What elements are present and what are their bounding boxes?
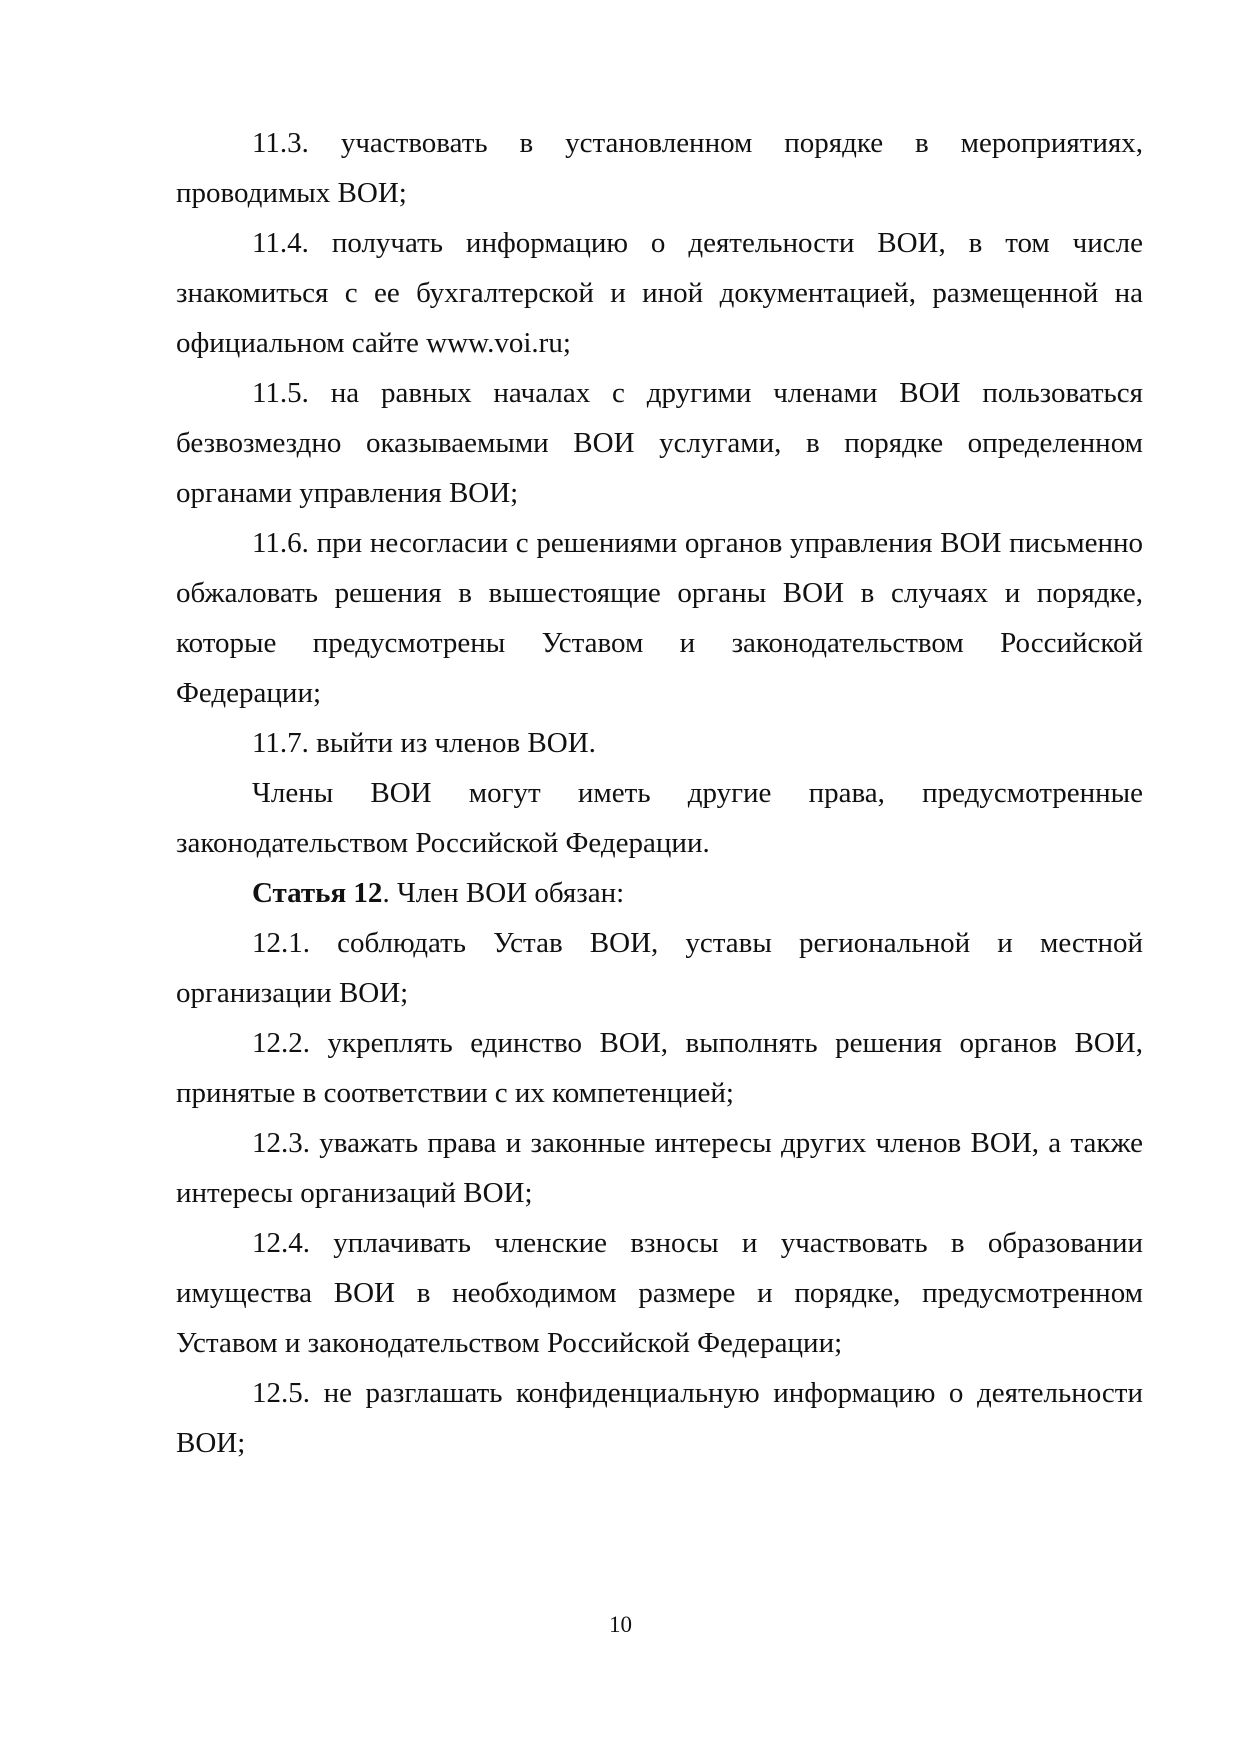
- article-title: Статья 12: [252, 877, 383, 909]
- paragraph-11-7: 11.7. выйти из членов ВОИ.: [252, 727, 596, 759]
- page-number: 10: [609, 1612, 632, 1637]
- paragraph-member-rights: Члены ВОИ могут иметь другие права, предусмотренные законодательством Российской Федерации.: [176, 777, 1143, 859]
- paragraph-11-5: 11.5. на равных началах с другими членами ВОИ пользоваться безвозмездно оказываемыми ВОИ услугами, в порядке определенном органами управления ВОИ;: [176, 377, 1143, 509]
- paragraph-11-6: 11.6. при несогласии с решениями органов управления ВОИ письменно обжаловать решения в вышестоящие органы ВОИ в случаях и порядке, которые предусмотрены Уставом и законодательством Российской Федерации;: [176, 527, 1143, 709]
- article-12-heading: [176, 868, 1143, 918]
- paragraph-11-4: 11.4. получать информацию о деятельности ВОИ, в том числе знакомиться с ее бухгалтерской и иной документацией, размещенной на официальном сайте www.voi.ru;: [176, 227, 1143, 359]
- paragraph-12-4: 12.4. уплачивать членские взносы и участвовать в образовании имущества ВОИ в необходимом размере и порядке, предусмотренном Уставом и законодательством Российской Федерации;: [176, 1227, 1143, 1359]
- paragraph-12-1: 12.1. соблюдать Устав ВОИ, уставы региональной и местной организации ВОИ;: [176, 927, 1143, 1009]
- document-page: [176, 118, 1143, 1468]
- paragraph-12-2: 12.2. укреплять единство ВОИ, выполнять решения органов ВОИ, принятые в соответствии с их компетенцией;: [176, 1027, 1143, 1109]
- paragraph-11-3: 11.3. участвовать в установленном порядке в мероприятиях, проводимых ВОИ;: [176, 127, 1143, 209]
- paragraph-12-3: 12.3. уважать права и законные интересы других членов ВОИ, а также интересы организаций ВОИ;: [176, 1127, 1143, 1209]
- article-subtitle: . Член ВОИ обязан:: [382, 877, 625, 909]
- paragraph-12-5: 12.5. не разглашать конфиденциальную информацию о деятельности ВОИ;: [176, 1377, 1143, 1459]
